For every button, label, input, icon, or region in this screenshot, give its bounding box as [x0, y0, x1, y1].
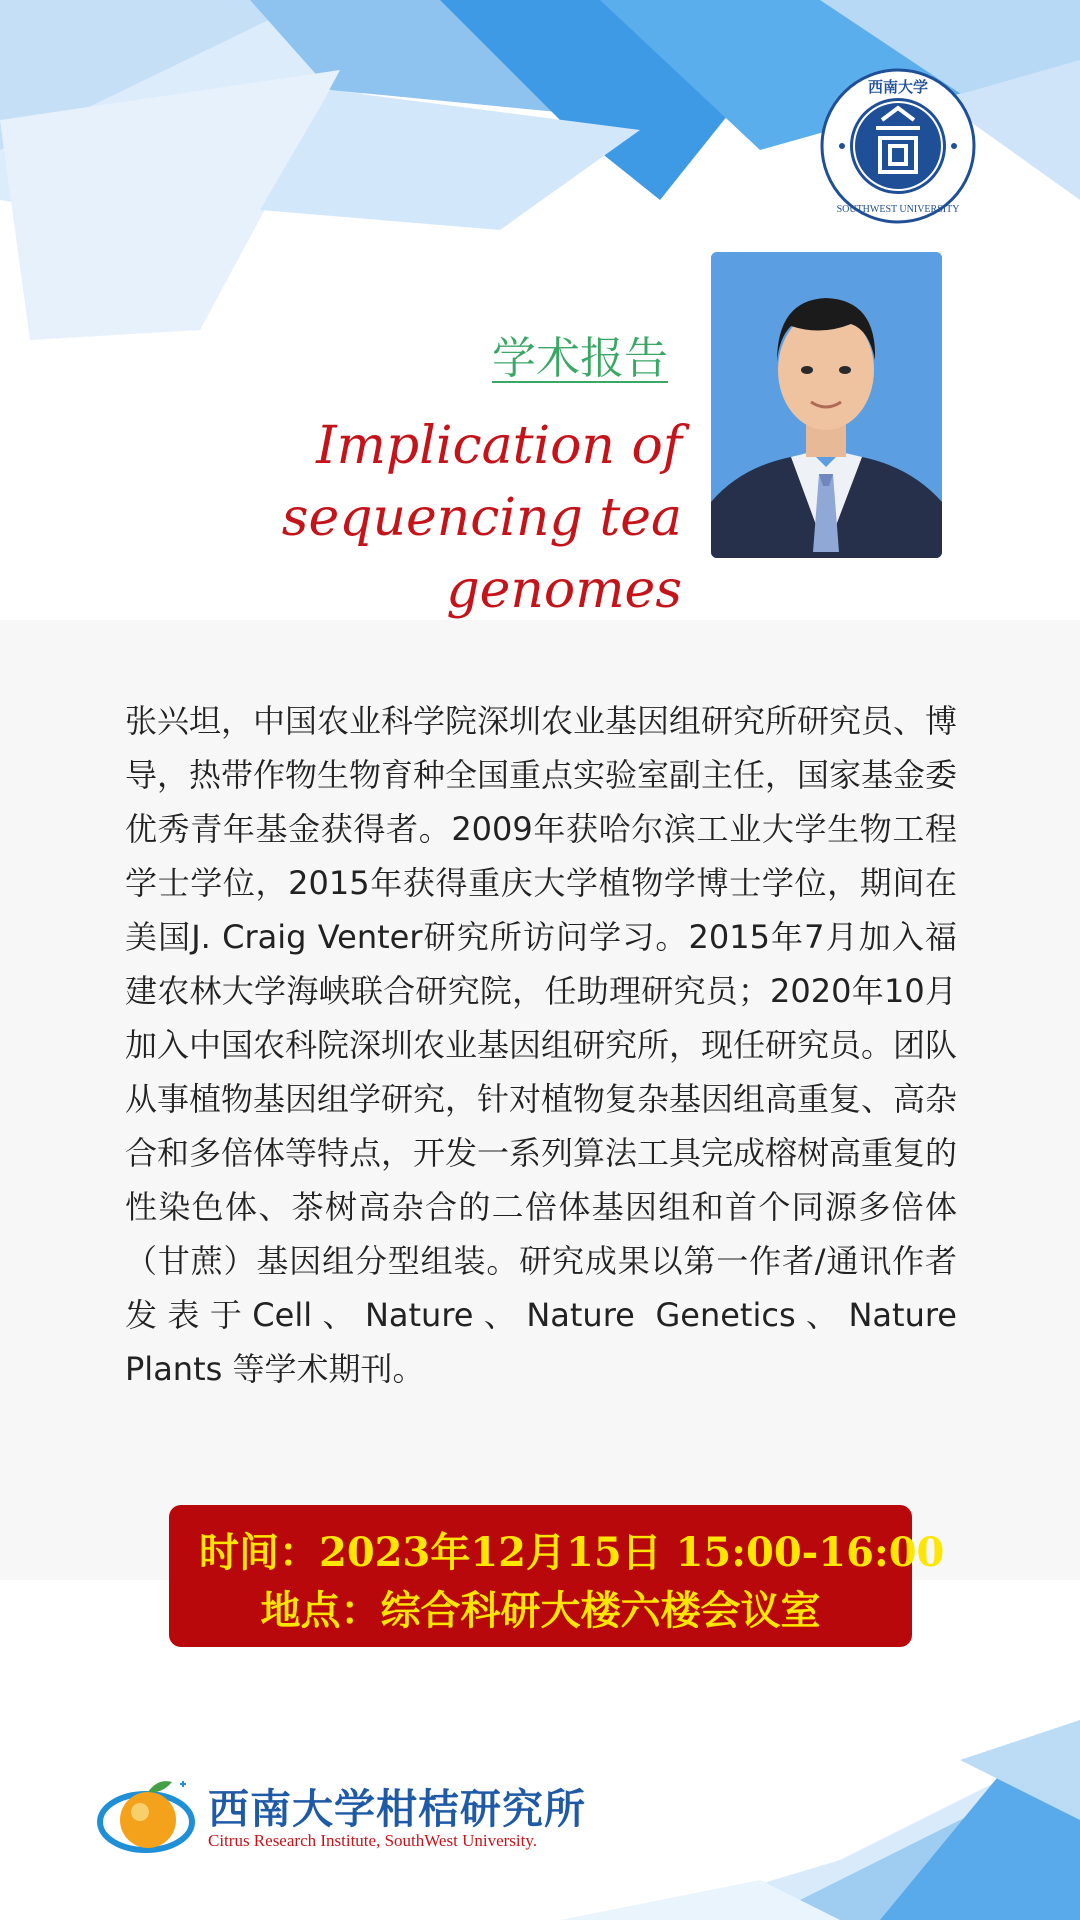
institute-name-en: Citrus Research Institute, SouthWest University. [208, 1831, 537, 1850]
speaker-photo [711, 252, 942, 558]
time-label: 时间： [199, 1529, 319, 1576]
institute-name-cn: 西南大学柑桔研究所 [208, 1785, 586, 1833]
event-time [199, 1521, 945, 1578]
seal-name-en: SOUTHWEST UNIVERSITY [836, 204, 960, 215]
speaker-bio [125, 694, 957, 1396]
talk-title [60, 410, 682, 626]
talk-title-line-2: sequencing tea genomes [281, 488, 682, 620]
event-info-banner [169, 1505, 945, 1647]
academic-report-tag: 学术报告 [492, 333, 668, 384]
citrus-institute-logo [96, 1776, 196, 1856]
seal-name-cn: 西南大学 [867, 78, 929, 96]
speaker-bio-text: 张兴坦，中国农业科学院深圳农业基因组研究所研究员、博导，热带作物生物育种全国重点实验室副主任，国家基金委优秀青年基金获得者。2009年获哈尔滨工业大学生物工程学士学位，2015年获得重庆大学植物学博士学位，期间在美国J. Craig Venter研究所访问学习。2015年7月加入福建农林大学海峡联合研究院，任助理研究员；2020年10月加入中国农科院深圳农业基因组研究所，现任研究员。团队从事植物基因组学研究，针对植物复杂基因组高重复、高杂合和多倍体等特点，开发一系列算法工具完成榕树高重复的性染色体、茶树高杂合的二倍体基因组和首个同源多倍体（甘蔗）基因组分型组装。研究成果以第一作者/通讯作者发表于Cell、Nature、Nature Genetics、Nature Plants 等学术期刊。 [125, 702, 958, 1388]
time-value: 2023年12月15日 15:00-16:00 [319, 1529, 945, 1576]
talk-title-line-1: Implication of [316, 416, 682, 476]
event-place [199, 1579, 882, 1636]
place-value: 综合科研大楼六楼会议室 [380, 1587, 821, 1634]
place-label: 地点： [260, 1587, 381, 1634]
university-seal-logo [820, 68, 976, 224]
